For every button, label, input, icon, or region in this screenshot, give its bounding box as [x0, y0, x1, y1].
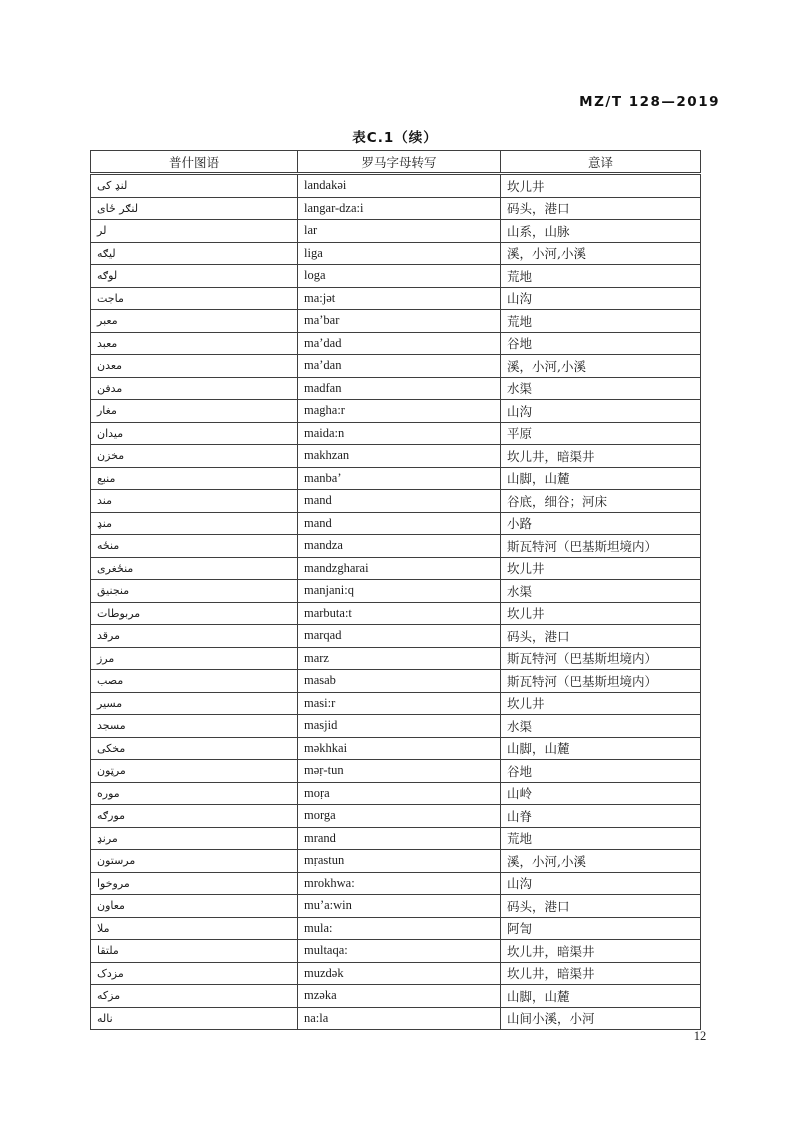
table-row [91, 512, 701, 535]
pashto-cell: معبد [91, 332, 298, 355]
pashto-cell: ماجت [91, 287, 298, 310]
roman-cell: marz [298, 647, 501, 670]
header-meaning: 意译 [501, 151, 701, 174]
roman-cell: multaqa: [298, 940, 501, 963]
roman-cell: lar [298, 220, 501, 243]
table-row [91, 872, 701, 895]
pashto-cell: لنډ کی [91, 174, 298, 198]
table-body [91, 174, 701, 1030]
pashto-cell: مرقد [91, 625, 298, 648]
table-header [91, 151, 701, 174]
table-row [91, 310, 701, 333]
pashto-cell: مورګه [91, 805, 298, 828]
pashto-cell: مند [91, 490, 298, 513]
roman-cell: məṛ-tun [298, 760, 501, 783]
table-row [91, 400, 701, 423]
table-row [91, 332, 701, 355]
pashto-cell: مزکه [91, 985, 298, 1008]
pashto-cell: منځغری [91, 557, 298, 580]
table-row [91, 670, 701, 693]
pashto-cell: مرنډ [91, 827, 298, 850]
roman-cell: morga [298, 805, 501, 828]
page-number: 12 [693, 1029, 707, 1043]
table-row [91, 242, 701, 265]
meaning-cell: 荒地 [501, 265, 701, 288]
roman-cell: mand [298, 512, 501, 535]
pashto-cell: مزدک [91, 962, 298, 985]
transliteration-table [90, 150, 701, 1030]
table-row [91, 895, 701, 918]
pashto-cell: مخکی [91, 737, 298, 760]
meaning-cell: 溪，小河,小溪 [501, 242, 701, 265]
pashto-cell: معاون [91, 895, 298, 918]
roman-cell: ma’dad [298, 332, 501, 355]
table-row [91, 625, 701, 648]
table-row [91, 692, 701, 715]
meaning-cell: 码头，港口 [501, 625, 701, 648]
pashto-cell: مربوطات [91, 602, 298, 625]
pashto-cell: ليګه [91, 242, 298, 265]
meaning-cell: 水渠 [501, 580, 701, 603]
meaning-cell: 山脊 [501, 805, 701, 828]
table-row [91, 422, 701, 445]
roman-cell: mṛastun [298, 850, 501, 873]
meaning-cell: 山系，山脉 [501, 220, 701, 243]
pashto-cell: مدفن [91, 377, 298, 400]
meaning-cell: 阿訇 [501, 917, 701, 940]
table-row [91, 467, 701, 490]
pashto-cell: مسجد [91, 715, 298, 738]
header-romanization: 罗马字母转写 [298, 151, 501, 174]
table-row [91, 445, 701, 468]
table-row [91, 827, 701, 850]
table-row [91, 265, 701, 288]
table-row [91, 962, 701, 985]
pashto-cell: ناله [91, 1007, 298, 1030]
table-title: 表C.1（续） [352, 130, 438, 146]
pashto-cell: مغار [91, 400, 298, 423]
pashto-cell: مرستون [91, 850, 298, 873]
meaning-cell: 山脚，山麓 [501, 737, 701, 760]
meaning-cell: 谷地 [501, 332, 701, 355]
table-row [91, 760, 701, 783]
pashto-cell: منځه [91, 535, 298, 558]
table-row [91, 580, 701, 603]
table-row [91, 985, 701, 1008]
roman-cell: masab [298, 670, 501, 693]
table-row [91, 737, 701, 760]
meaning-cell: 山沟 [501, 400, 701, 423]
roman-cell: langar-dza:i [298, 197, 501, 220]
meaning-cell: 谷底，细谷；河床 [501, 490, 701, 513]
meaning-cell: 坎儿井 [501, 692, 701, 715]
pashto-cell: ملا [91, 917, 298, 940]
table-row [91, 715, 701, 738]
meaning-cell: 码头，港口 [501, 895, 701, 918]
table-row [91, 1007, 701, 1030]
meaning-cell: 山沟 [501, 287, 701, 310]
meaning-cell: 码头，港口 [501, 197, 701, 220]
roman-cell: moṛa [298, 782, 501, 805]
roman-cell: magha:r [298, 400, 501, 423]
table-row [91, 174, 701, 198]
meaning-cell: 山岭 [501, 782, 701, 805]
table-row [91, 940, 701, 963]
roman-cell: marbuta:t [298, 602, 501, 625]
pashto-cell: مسير [91, 692, 298, 715]
roman-cell: mrokhwa: [298, 872, 501, 895]
table-row [91, 287, 701, 310]
meaning-cell: 坎儿井 [501, 557, 701, 580]
meaning-cell: 山脚，山麓 [501, 985, 701, 1008]
meaning-cell: 山间小溪，小河 [501, 1007, 701, 1030]
table-row [91, 602, 701, 625]
roman-cell: mula: [298, 917, 501, 940]
roman-cell: mzəka [298, 985, 501, 1008]
meaning-cell: 坎儿井，暗渠井 [501, 962, 701, 985]
meaning-cell: 坎儿井 [501, 602, 701, 625]
roman-cell: liga [298, 242, 501, 265]
meaning-cell: 平原 [501, 422, 701, 445]
meaning-cell: 坎儿井，暗渠井 [501, 445, 701, 468]
roman-cell: masi:r [298, 692, 501, 715]
roman-cell: madfan [298, 377, 501, 400]
table-row [91, 535, 701, 558]
pashto-cell: مرز [91, 647, 298, 670]
pashto-cell: ميدان [91, 422, 298, 445]
roman-cell: ma:jət [298, 287, 501, 310]
table-row [91, 805, 701, 828]
pashto-cell: لنګر ځای [91, 197, 298, 220]
table-row [91, 355, 701, 378]
meaning-cell: 荒地 [501, 310, 701, 333]
meaning-cell: 斯瓦特河（巴基斯坦境内） [501, 535, 701, 558]
table-row [91, 490, 701, 513]
meaning-cell: 荒地 [501, 827, 701, 850]
roman-cell: mrand [298, 827, 501, 850]
roman-cell: marqad [298, 625, 501, 648]
meaning-cell: 溪，小河,小溪 [501, 850, 701, 873]
pashto-cell: ملتقا [91, 940, 298, 963]
pashto-cell: منجنيق [91, 580, 298, 603]
table-row [91, 557, 701, 580]
meaning-cell: 山沟 [501, 872, 701, 895]
meaning-cell: 坎儿井 [501, 174, 701, 198]
roman-cell: manjani:q [298, 580, 501, 603]
pashto-cell: لوګه [91, 265, 298, 288]
table-row [91, 220, 701, 243]
pashto-cell: معبر [91, 310, 298, 333]
roman-cell: masjid [298, 715, 501, 738]
header-pashto: 普什图语 [91, 151, 298, 174]
roman-cell: loga [298, 265, 501, 288]
meaning-cell: 斯瓦特河（巴基斯坦境内） [501, 670, 701, 693]
roman-cell: landakəi [298, 174, 501, 198]
pashto-cell: منډ [91, 512, 298, 535]
roman-cell: makhzan [298, 445, 501, 468]
pashto-cell: مرټون [91, 760, 298, 783]
roman-cell: məkhkai [298, 737, 501, 760]
roman-cell: mandzgharai [298, 557, 501, 580]
table-row [91, 782, 701, 805]
pashto-cell: موره [91, 782, 298, 805]
roman-cell: maida:n [298, 422, 501, 445]
meaning-cell: 水渠 [501, 377, 701, 400]
meaning-cell: 山脚，山麓 [501, 467, 701, 490]
pashto-cell: مصب [91, 670, 298, 693]
pashto-cell: لر [91, 220, 298, 243]
pashto-cell: منبع [91, 467, 298, 490]
roman-cell: mandza [298, 535, 501, 558]
roman-cell: manba’ [298, 467, 501, 490]
meaning-cell: 水渠 [501, 715, 701, 738]
roman-cell: mand [298, 490, 501, 513]
table-row [91, 647, 701, 670]
meaning-cell: 小路 [501, 512, 701, 535]
roman-cell: mu’a:win [298, 895, 501, 918]
pashto-cell: مروخوا [91, 872, 298, 895]
header-row [91, 151, 701, 174]
meaning-cell: 谷地 [501, 760, 701, 783]
roman-cell: ma’bar [298, 310, 501, 333]
table-row [91, 917, 701, 940]
meaning-cell: 斯瓦特河（巴基斯坦境内） [501, 647, 701, 670]
meaning-cell: 溪，小河,小溪 [501, 355, 701, 378]
pashto-cell: مخزن [91, 445, 298, 468]
standard-number: MZ/T 128—2019 [579, 94, 720, 110]
meaning-cell: 坎儿井，暗渠井 [501, 940, 701, 963]
roman-cell: na:la [298, 1007, 501, 1030]
table-row [91, 197, 701, 220]
pashto-cell: معدن [91, 355, 298, 378]
table-row [91, 850, 701, 873]
roman-cell: ma’dan [298, 355, 501, 378]
table-row [91, 377, 701, 400]
roman-cell: muzdək [298, 962, 501, 985]
